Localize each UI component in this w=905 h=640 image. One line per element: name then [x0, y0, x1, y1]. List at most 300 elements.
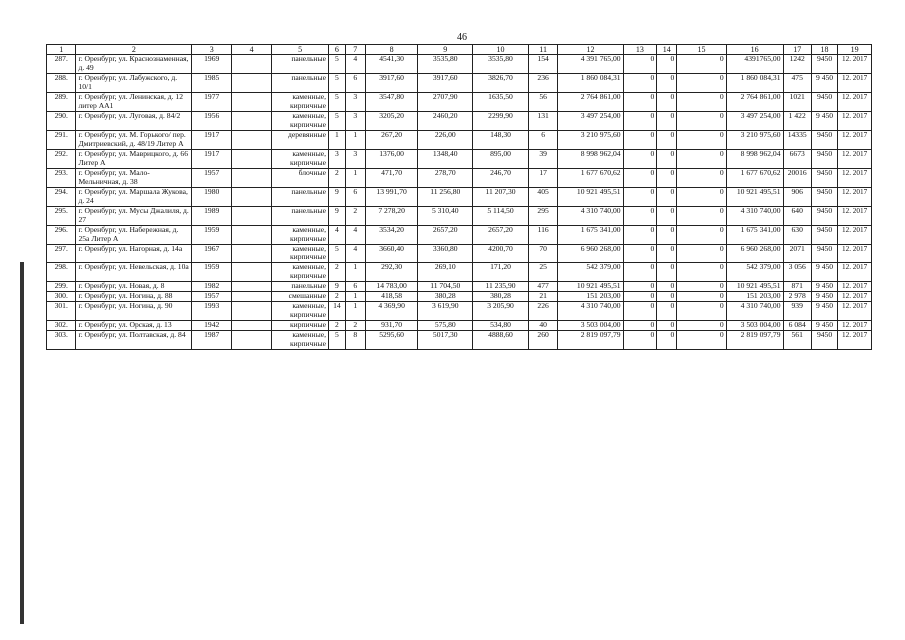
- zero-cell-cell: 0: [657, 321, 677, 331]
- row-number-cell: 301.: [47, 302, 76, 321]
- total-area-cell: 418,58: [365, 292, 418, 302]
- column-header: 10: [473, 45, 529, 55]
- column-header: 6: [328, 45, 345, 55]
- row-number-cell: 302.: [47, 321, 76, 331]
- empty-cell-cell: [232, 282, 272, 292]
- zero-cell-cell: 0: [677, 93, 726, 112]
- empty-cell-cell: [232, 225, 272, 244]
- residential-area-cell: 171,20: [473, 263, 529, 282]
- zero-cell-cell: 0: [657, 292, 677, 302]
- wall-material-cell: панельные: [272, 74, 329, 93]
- repair-cost-cell: 8 998 962,04: [558, 149, 623, 168]
- wall-material-cell: панельные: [272, 55, 329, 74]
- repair-cost-cell: 6 960 268,00: [558, 244, 623, 263]
- limit-cost-cell: 9 450: [811, 263, 837, 282]
- residential-area-cell: 1635,50: [473, 93, 529, 112]
- zero-cell-cell: 0: [623, 206, 657, 225]
- build-year-cell: 1969: [192, 55, 232, 74]
- build-year-cell: 1993: [192, 302, 232, 321]
- floors-cell: 9: [328, 282, 345, 292]
- cost-per-sqm-cell: 561: [783, 331, 811, 350]
- living-area-cell: 3917,60: [418, 74, 473, 93]
- repair-cost-cell: 1 677 670,62: [558, 168, 623, 187]
- residential-area-cell: 246,70: [473, 168, 529, 187]
- zero-cell-cell: 0: [677, 263, 726, 282]
- limit-cost-cell: 9 450: [811, 282, 837, 292]
- entrances-cell: 3: [345, 112, 365, 131]
- row-number-cell: 296.: [47, 225, 76, 244]
- empty-cell-cell: [232, 55, 272, 74]
- housing-register-table: [46, 44, 872, 350]
- table-row: [47, 244, 872, 263]
- residential-area-cell: 4200,70: [473, 244, 529, 263]
- floors-cell: 2: [328, 263, 345, 282]
- address-cell: г. Оренбург, ул. Орская, д. 13: [76, 321, 192, 331]
- address-cell: г. Оренбург, ул. Ленинская, д. 12 литер АА1: [76, 93, 192, 112]
- repair-cost-cell: 1 860 084,31: [558, 74, 623, 93]
- residential-area-cell: 3 205,90: [473, 302, 529, 321]
- completion-date-cell: 12. 2017: [838, 244, 872, 263]
- entrances-cell: 6: [345, 74, 365, 93]
- zero-cell-cell: 0: [657, 112, 677, 131]
- total-cost-cell: 1 860 084,31: [726, 74, 783, 93]
- table-row: [47, 263, 872, 282]
- zero-cell-cell: 0: [657, 206, 677, 225]
- total-area-cell: 13 991,70: [365, 187, 418, 206]
- completion-date-cell: 12. 2017: [838, 263, 872, 282]
- wall-material-cell: кирпичные: [272, 321, 329, 331]
- total-area-cell: 3660,40: [365, 244, 418, 263]
- column-header: 2: [76, 45, 192, 55]
- entrances-cell: 2: [345, 321, 365, 331]
- zero-cell-cell: 0: [677, 206, 726, 225]
- limit-cost-cell: 9 450: [811, 112, 837, 131]
- wall-material-cell: каменные, кирпичные: [272, 263, 329, 282]
- row-number-cell: 289.: [47, 93, 76, 112]
- wall-material-cell: каменные, кирпичные: [272, 93, 329, 112]
- cost-per-sqm-cell: 1242: [783, 55, 811, 74]
- residents-cell: 260: [528, 331, 557, 350]
- total-area-cell: 5295,60: [365, 331, 418, 350]
- repair-cost-cell: 4 310 740,00: [558, 206, 623, 225]
- zero-cell-cell: 0: [657, 93, 677, 112]
- cost-per-sqm-cell: 2 978: [783, 292, 811, 302]
- total-area-cell: 14 783,00: [365, 282, 418, 292]
- wall-material-cell: панельные: [272, 187, 329, 206]
- living-area-cell: 226,00: [418, 131, 473, 150]
- wall-material-cell: каменные, кирпичные: [272, 244, 329, 263]
- wall-material-cell: каменные, кирпичные: [272, 331, 329, 350]
- cost-per-sqm-cell: 630: [783, 225, 811, 244]
- zero-cell-cell: 0: [657, 131, 677, 150]
- repair-cost-cell: 4 391 765,00: [558, 55, 623, 74]
- wall-material-cell: панельные: [272, 206, 329, 225]
- zero-cell-cell: 0: [623, 263, 657, 282]
- build-year-cell: 1987: [192, 331, 232, 350]
- residents-cell: 236: [528, 74, 557, 93]
- completion-date-cell: 12. 2017: [838, 206, 872, 225]
- column-header: 15: [677, 45, 726, 55]
- column-header: 4: [232, 45, 272, 55]
- completion-date-cell: 12. 2017: [838, 55, 872, 74]
- total-cost-cell: 2 819 097,79: [726, 331, 783, 350]
- repair-cost-cell: 2 764 861,00: [558, 93, 623, 112]
- empty-cell-cell: [232, 74, 272, 93]
- total-cost-cell: 542 379,00: [726, 263, 783, 282]
- repair-cost-cell: 3 503 004,00: [558, 321, 623, 331]
- total-area-cell: 292,30: [365, 263, 418, 282]
- zero-cell-cell: 0: [623, 187, 657, 206]
- entrances-cell: 4: [345, 225, 365, 244]
- table-row: [47, 55, 872, 74]
- cost-per-sqm-cell: 871: [783, 282, 811, 292]
- table-row: [47, 131, 872, 150]
- zero-cell-cell: 0: [677, 55, 726, 74]
- column-header: 7: [345, 45, 365, 55]
- zero-cell-cell: 0: [623, 292, 657, 302]
- floors-cell: 3: [328, 149, 345, 168]
- zero-cell-cell: 0: [657, 149, 677, 168]
- floors-cell: 2: [328, 321, 345, 331]
- zero-cell-cell: 0: [677, 168, 726, 187]
- residents-cell: 116: [528, 225, 557, 244]
- zero-cell-cell: 0: [657, 55, 677, 74]
- total-area-cell: 267,20: [365, 131, 418, 150]
- empty-cell-cell: [232, 149, 272, 168]
- empty-cell-cell: [232, 292, 272, 302]
- wall-material-cell: каменные, кирпичные: [272, 149, 329, 168]
- empty-cell-cell: [232, 331, 272, 350]
- zero-cell-cell: 0: [623, 131, 657, 150]
- wall-material-cell: смешанные: [272, 292, 329, 302]
- scan-margin-bar: [20, 262, 24, 624]
- address-cell: г. Оренбург, ул. Набережная, д. 25а Литер А: [76, 225, 192, 244]
- empty-cell-cell: [232, 93, 272, 112]
- cost-per-sqm-cell: 14335: [783, 131, 811, 150]
- address-cell: г. Оренбург, ул. М. Горького/ пер. Дмитриевский, д. 48/19 Литер А: [76, 131, 192, 150]
- zero-cell-cell: 0: [623, 55, 657, 74]
- zero-cell-cell: 0: [677, 149, 726, 168]
- residents-cell: 40: [528, 321, 557, 331]
- total-area-cell: 4 369,90: [365, 302, 418, 321]
- column-header: 12: [558, 45, 623, 55]
- limit-cost-cell: 9 450: [811, 302, 837, 321]
- total-cost-cell: 1 677 670,62: [726, 168, 783, 187]
- entrances-cell: 1: [345, 302, 365, 321]
- cost-per-sqm-cell: 939: [783, 302, 811, 321]
- address-cell: г. Оренбург, ул. Краснознаменная, д. 49: [76, 55, 192, 74]
- build-year-cell: 1942: [192, 321, 232, 331]
- address-cell: г. Оренбург, ул. Ногина, д. 88: [76, 292, 192, 302]
- empty-cell-cell: [232, 187, 272, 206]
- limit-cost-cell: 9450: [811, 244, 837, 263]
- address-cell: г. Оренбург, ул. Маршала Жукова, д. 24: [76, 187, 192, 206]
- floors-cell: 5: [328, 93, 345, 112]
- cost-per-sqm-cell: 20016: [783, 168, 811, 187]
- address-cell: г. Оренбург, ул. Новая, д. 8: [76, 282, 192, 292]
- residents-cell: 39: [528, 149, 557, 168]
- residential-area-cell: 11 235,90: [473, 282, 529, 292]
- table-row: [47, 292, 872, 302]
- total-cost-cell: 3 210 975,60: [726, 131, 783, 150]
- cost-per-sqm-cell: 6 084: [783, 321, 811, 331]
- living-area-cell: 3 619,90: [418, 302, 473, 321]
- zero-cell-cell: 0: [623, 302, 657, 321]
- entrances-cell: 1: [345, 263, 365, 282]
- zero-cell-cell: 0: [623, 112, 657, 131]
- zero-cell-cell: 0: [623, 244, 657, 263]
- zero-cell-cell: 0: [657, 168, 677, 187]
- living-area-cell: 278,70: [418, 168, 473, 187]
- entrances-cell: 1: [345, 168, 365, 187]
- completion-date-cell: 12. 2017: [838, 282, 872, 292]
- zero-cell-cell: 0: [677, 187, 726, 206]
- total-cost-cell: 3 503 004,00: [726, 321, 783, 331]
- total-area-cell: 471,70: [365, 168, 418, 187]
- address-cell: г. Оренбург, ул. Мусы Джалиля, д. 27: [76, 206, 192, 225]
- residents-cell: 131: [528, 112, 557, 131]
- column-header: 9: [418, 45, 473, 55]
- build-year-cell: 1989: [192, 206, 232, 225]
- row-number-cell: 287.: [47, 55, 76, 74]
- floors-cell: 5: [328, 244, 345, 263]
- column-header: 3: [192, 45, 232, 55]
- residential-area-cell: 11 207,30: [473, 187, 529, 206]
- limit-cost-cell: 9450: [811, 55, 837, 74]
- zero-cell-cell: 0: [677, 74, 726, 93]
- table-row: [47, 206, 872, 225]
- repair-cost-cell: 3 497 254,00: [558, 112, 623, 131]
- entrances-cell: 1: [345, 131, 365, 150]
- completion-date-cell: 12. 2017: [838, 149, 872, 168]
- residents-cell: 154: [528, 55, 557, 74]
- entrances-cell: 3: [345, 93, 365, 112]
- completion-date-cell: 12. 2017: [838, 292, 872, 302]
- table-row: [47, 187, 872, 206]
- residential-area-cell: 5 114,50: [473, 206, 529, 225]
- cost-per-sqm-cell: 640: [783, 206, 811, 225]
- living-area-cell: 2707,90: [418, 93, 473, 112]
- build-year-cell: 1985: [192, 74, 232, 93]
- floors-cell: 9: [328, 206, 345, 225]
- column-number-header-row: [47, 45, 872, 55]
- total-area-cell: 3534,20: [365, 225, 418, 244]
- repair-cost-cell: 10 921 495,51: [558, 282, 623, 292]
- zero-cell-cell: 0: [623, 168, 657, 187]
- table-row: [47, 112, 872, 131]
- limit-cost-cell: 9450: [811, 131, 837, 150]
- table-row: [47, 225, 872, 244]
- zero-cell-cell: 0: [657, 187, 677, 206]
- zero-cell-cell: 0: [623, 93, 657, 112]
- row-number-cell: 294.: [47, 187, 76, 206]
- zero-cell-cell: 0: [677, 225, 726, 244]
- table-row: [47, 331, 872, 350]
- limit-cost-cell: 9450: [811, 225, 837, 244]
- page-number: 46: [457, 32, 467, 43]
- row-number-cell: 299.: [47, 282, 76, 292]
- row-number-cell: 300.: [47, 292, 76, 302]
- repair-cost-cell: 3 210 975,60: [558, 131, 623, 150]
- row-number-cell: 298.: [47, 263, 76, 282]
- limit-cost-cell: 9450: [811, 93, 837, 112]
- residents-cell: 477: [528, 282, 557, 292]
- build-year-cell: 1956: [192, 112, 232, 131]
- limit-cost-cell: 9 450: [811, 74, 837, 93]
- residents-cell: 21: [528, 292, 557, 302]
- column-header: 19: [838, 45, 872, 55]
- living-area-cell: 1348,40: [418, 149, 473, 168]
- address-cell: г. Оренбург, ул. Луговая, д. 84/2: [76, 112, 192, 131]
- build-year-cell: 1982: [192, 282, 232, 292]
- build-year-cell: 1959: [192, 263, 232, 282]
- column-header: 11: [528, 45, 557, 55]
- address-cell: г. Оренбург, ул. Нагорная, д. 14а: [76, 244, 192, 263]
- repair-cost-cell: 2 819 097,79: [558, 331, 623, 350]
- completion-date-cell: 12. 2017: [838, 331, 872, 350]
- zero-cell-cell: 0: [657, 225, 677, 244]
- limit-cost-cell: 9450: [811, 187, 837, 206]
- build-year-cell: 1957: [192, 292, 232, 302]
- residential-area-cell: 2657,20: [473, 225, 529, 244]
- entrances-cell: 1: [345, 292, 365, 302]
- residential-area-cell: 3535,80: [473, 55, 529, 74]
- address-cell: г. Оренбург, ул. Мало-Мельничная, д. 38: [76, 168, 192, 187]
- total-area-cell: 3205,20: [365, 112, 418, 131]
- column-header: 14: [657, 45, 677, 55]
- row-number-cell: 292.: [47, 149, 76, 168]
- zero-cell-cell: 0: [623, 74, 657, 93]
- floors-cell: 1: [328, 131, 345, 150]
- zero-cell-cell: 0: [657, 282, 677, 292]
- address-cell: г. Оренбург, ул. Невельская, д. 10а: [76, 263, 192, 282]
- column-header: 5: [272, 45, 329, 55]
- table-row: [47, 149, 872, 168]
- row-number-cell: 295.: [47, 206, 76, 225]
- cost-per-sqm-cell: 475: [783, 74, 811, 93]
- cost-per-sqm-cell: 906: [783, 187, 811, 206]
- completion-date-cell: 12. 2017: [838, 93, 872, 112]
- wall-material-cell: блочные: [272, 168, 329, 187]
- zero-cell-cell: 0: [677, 244, 726, 263]
- entrances-cell: 6: [345, 187, 365, 206]
- living-area-cell: 380,28: [418, 292, 473, 302]
- zero-cell-cell: 0: [657, 74, 677, 93]
- build-year-cell: 1959: [192, 225, 232, 244]
- limit-cost-cell: 9450: [811, 168, 837, 187]
- living-area-cell: 3360,80: [418, 244, 473, 263]
- completion-date-cell: 12. 2017: [838, 225, 872, 244]
- address-cell: г. Оренбург, ул. Ногина, д. 90: [76, 302, 192, 321]
- living-area-cell: 2460,20: [418, 112, 473, 131]
- zero-cell-cell: 0: [623, 225, 657, 244]
- cost-per-sqm-cell: 2071: [783, 244, 811, 263]
- floors-cell: 5: [328, 55, 345, 74]
- address-cell: г. Оренбург, ул. Полтавская, д. 84: [76, 331, 192, 350]
- zero-cell-cell: 0: [657, 331, 677, 350]
- floors-cell: 5: [328, 112, 345, 131]
- table-row: [47, 282, 872, 292]
- living-area-cell: 5 310,40: [418, 206, 473, 225]
- total-cost-cell: 10 921 495,51: [726, 187, 783, 206]
- column-header: 18: [811, 45, 837, 55]
- living-area-cell: 2657,20: [418, 225, 473, 244]
- empty-cell-cell: [232, 131, 272, 150]
- column-header: 13: [623, 45, 657, 55]
- empty-cell-cell: [232, 321, 272, 331]
- entrances-cell: 8: [345, 331, 365, 350]
- total-cost-cell: 3 497 254,00: [726, 112, 783, 131]
- zero-cell-cell: 0: [677, 131, 726, 150]
- zero-cell-cell: 0: [657, 302, 677, 321]
- residents-cell: 405: [528, 187, 557, 206]
- total-area-cell: 3547,80: [365, 93, 418, 112]
- total-cost-cell: 10 921 495,51: [726, 282, 783, 292]
- residents-cell: 56: [528, 93, 557, 112]
- table-row: [47, 168, 872, 187]
- zero-cell-cell: 0: [677, 321, 726, 331]
- limit-cost-cell: 9 450: [811, 292, 837, 302]
- total-cost-cell: 6 960 268,00: [726, 244, 783, 263]
- completion-date-cell: 12. 2017: [838, 112, 872, 131]
- build-year-cell: 1917: [192, 149, 232, 168]
- zero-cell-cell: 0: [657, 263, 677, 282]
- row-number-cell: 288.: [47, 74, 76, 93]
- address-cell: г. Оренбург, ул. Лабужского, д. 10/1: [76, 74, 192, 93]
- cost-per-sqm-cell: 3 056: [783, 263, 811, 282]
- floors-cell: 9: [328, 187, 345, 206]
- residential-area-cell: 3826,70: [473, 74, 529, 93]
- row-number-cell: 293.: [47, 168, 76, 187]
- row-number-cell: 291.: [47, 131, 76, 150]
- column-header: 16: [726, 45, 783, 55]
- table-row: [47, 74, 872, 93]
- total-cost-cell: 4 310 740,00: [726, 302, 783, 321]
- completion-date-cell: 12. 2017: [838, 302, 872, 321]
- completion-date-cell: 12. 2017: [838, 131, 872, 150]
- wall-material-cell: каменные, кирпичные: [272, 302, 329, 321]
- row-number-cell: 290.: [47, 112, 76, 131]
- build-year-cell: 1957: [192, 168, 232, 187]
- cost-per-sqm-cell: 6673: [783, 149, 811, 168]
- empty-cell-cell: [232, 112, 272, 131]
- repair-cost-cell: 151 203,00: [558, 292, 623, 302]
- table-row: [47, 321, 872, 331]
- empty-cell-cell: [232, 263, 272, 282]
- table-row: [47, 93, 872, 112]
- living-area-cell: 11 704,50: [418, 282, 473, 292]
- living-area-cell: 575,80: [418, 321, 473, 331]
- completion-date-cell: 12. 2017: [838, 321, 872, 331]
- zero-cell-cell: 0: [677, 292, 726, 302]
- total-cost-cell: 2 764 861,00: [726, 93, 783, 112]
- total-area-cell: 3917,60: [365, 74, 418, 93]
- limit-cost-cell: 9 450: [811, 321, 837, 331]
- residents-cell: 295: [528, 206, 557, 225]
- completion-date-cell: 12. 2017: [838, 187, 872, 206]
- build-year-cell: 1977: [192, 93, 232, 112]
- zero-cell-cell: 0: [677, 331, 726, 350]
- column-header: 1: [47, 45, 76, 55]
- row-number-cell: 297.: [47, 244, 76, 263]
- completion-date-cell: 12. 2017: [838, 168, 872, 187]
- zero-cell-cell: 0: [677, 302, 726, 321]
- completion-date-cell: 12. 2017: [838, 74, 872, 93]
- limit-cost-cell: 9450: [811, 331, 837, 350]
- zero-cell-cell: 0: [657, 244, 677, 263]
- build-year-cell: 1967: [192, 244, 232, 263]
- floors-cell: 2: [328, 168, 345, 187]
